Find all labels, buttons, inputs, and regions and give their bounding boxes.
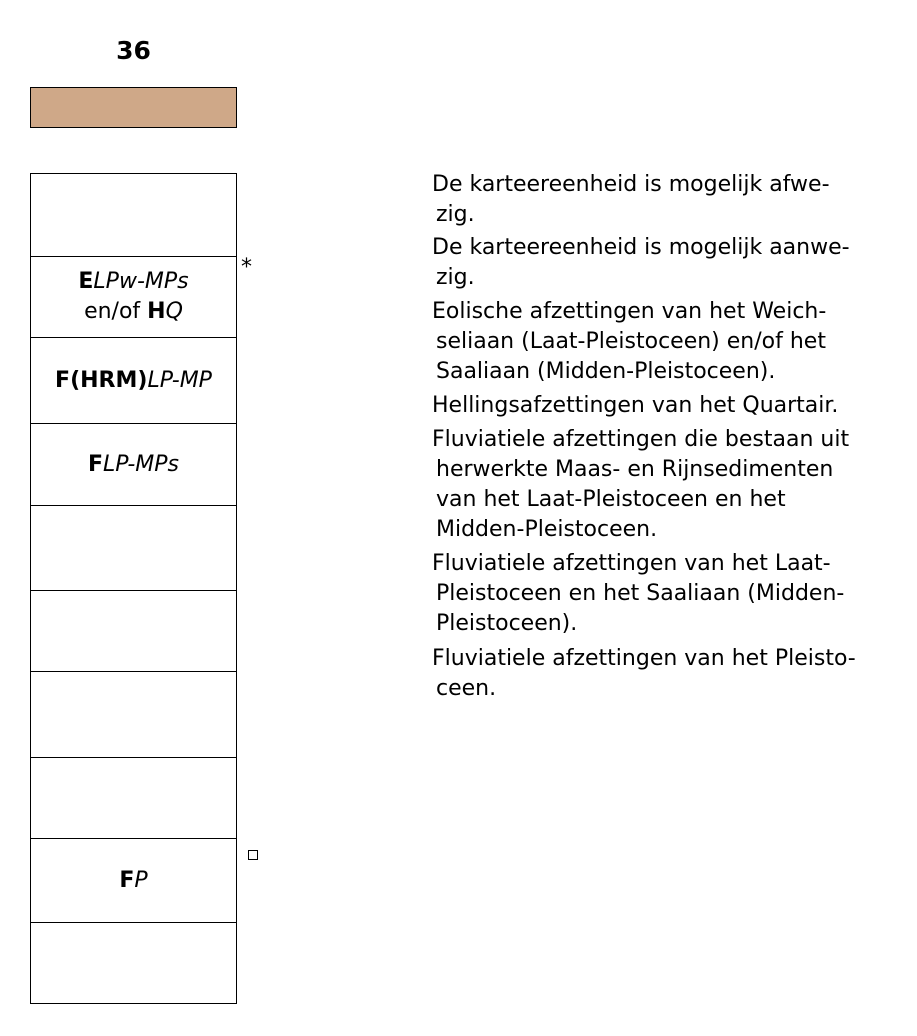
cell-line2-bold: H — [147, 299, 166, 324]
cell-code-italic: LP-MPs — [103, 451, 179, 477]
column-cell — [31, 922, 236, 1005]
cell-line2-text: en/of — [84, 299, 148, 324]
legend-square-description-line: zig. — [436, 265, 475, 290]
legend-square-description-line: De karteereenheid is mogelijk aanwe- — [432, 235, 850, 260]
profile-column — [30, 173, 237, 1004]
legend-entry-description-line: Fluviatiele afzettingen van het Pleisto- — [432, 646, 856, 671]
square-marker-icon — [248, 842, 258, 866]
asterisk-marker: * — [241, 255, 252, 280]
column-cell — [31, 505, 236, 590]
cell-line2-italic: Q — [165, 299, 183, 324]
legend-entry-description-line: herwerkte Maas- en Rijnsedimenten — [436, 457, 834, 482]
legend-entry-description-line: Eolische afzettingen van het Weich- — [432, 299, 827, 324]
legend-entry-description-line: Pleistoceen en het Saaliaan (Midden- — [436, 581, 845, 606]
legend-entry-description-line: ceen. — [436, 676, 497, 701]
legend-entry-description-line: Pleistoceen). — [436, 611, 578, 636]
column-cell — [31, 337, 236, 423]
cell-code-italic: P — [134, 867, 148, 893]
column-cell — [31, 256, 236, 337]
cell-code-bold: F — [119, 867, 135, 893]
legend-asterisk-description-line: De karteereenheid is mogelijk afwe- — [432, 172, 830, 197]
legend-entry-description-line: Saaliaan (Midden-Pleistoceen). — [436, 359, 776, 384]
column-cell — [31, 757, 236, 838]
column-cell — [31, 671, 236, 757]
cell-code-italic: LP-MP — [147, 367, 212, 393]
column-cell — [31, 838, 236, 922]
column-cell — [31, 174, 236, 256]
legend-entry-description-line: Fluviatiele afzettingen van het Laat- — [432, 551, 831, 576]
legend-entry-description-line: Fluviatiele afzettingen die bestaan uit — [432, 427, 850, 452]
column-cell — [31, 590, 236, 671]
column-number: 36 — [116, 36, 151, 65]
cell-code-bold: F — [88, 451, 104, 477]
legend-entry-description-line: Midden-Pleistoceen. — [436, 517, 658, 542]
cell-code-bold: E — [78, 269, 94, 294]
legend-entry-description-line: van het Laat-Pleistoceen en het — [436, 487, 786, 512]
cell-code-bold: F(HRM) — [55, 367, 148, 393]
legend-entry-description-line: seliaan (Laat-Pleistoceen) en/of het — [436, 329, 826, 354]
color-swatch — [30, 87, 237, 128]
legend-entry-description-line: Hellingsafzettingen van het Quartair. — [432, 393, 839, 418]
column-cell — [31, 423, 236, 505]
cell-code-italic: LPw-MPs — [93, 269, 189, 294]
legend-asterisk-description-line: zig. — [436, 202, 475, 227]
